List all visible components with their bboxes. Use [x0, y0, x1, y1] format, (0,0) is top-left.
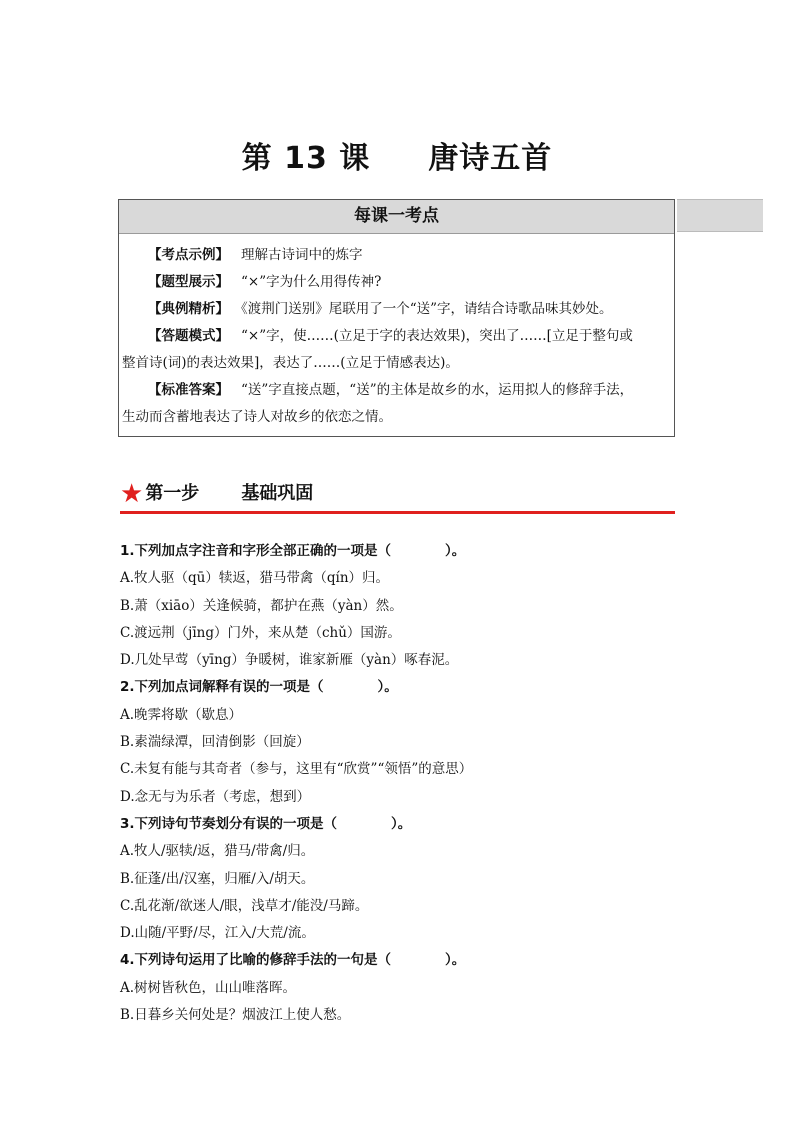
answer-pattern-continued: 整首诗(词)的表达效果]，表达了……(立足于情感表达)。	[122, 355, 459, 371]
question-stem: 1.下列加点字注音和字形全部正确的一项是（ ）。	[120, 543, 466, 559]
row-tag: 【标准答案】	[148, 382, 229, 398]
section-heading	[120, 479, 675, 514]
page-title	[0, 133, 794, 177]
row-tag: 【考点示例】	[148, 247, 229, 263]
step-label: 第一步	[145, 483, 200, 504]
question-stem: 2.下列加点词解释有误的一项是（ ）。	[120, 679, 398, 696]
answer-option: B.萧（xiāo）关逢候骑，都护在燕（yàn）然。	[120, 597, 403, 614]
answer-pattern-row	[122, 323, 670, 350]
row-tag: 【题型展示】	[148, 274, 229, 290]
example-analysis-row	[122, 296, 670, 323]
answer-option: B.日暮乡关何处是？烟波江上使人愁。	[120, 1007, 351, 1024]
answer-option: D.山随/平野/尽，江入/大荒/流。	[120, 925, 315, 942]
question-list	[120, 538, 700, 1029]
question-type-row	[122, 269, 670, 296]
answer-option: A.牧人驱（qū）犊返，猎马带禽（qín）归。	[120, 570, 390, 587]
answer-option: A.晚霁将歇（歇息）	[120, 706, 243, 723]
answer-option: D.念无与为乐者（考虑，想到）	[120, 788, 311, 805]
row-tag: 【答题模式】	[148, 328, 229, 344]
answer-option: C.乱花渐/欲迷人/眼，浅草才/能没/马蹄。	[120, 897, 369, 914]
answer-option: A.树树皆秋色，山山唯落晖。	[120, 979, 297, 996]
lesson-name: 唐诗五首	[428, 141, 553, 176]
answer-option: C.渡远荆（jīng）门外，来从楚（chǔ）国游。	[120, 624, 401, 641]
row-text: 《渡荆门送别》尾联用了一个“送”字，请结合诗歌品味其妙处。	[241, 301, 613, 317]
row-tag: 【典例精析】	[148, 301, 229, 317]
standard-answer-row	[122, 377, 670, 404]
exam-point-box	[118, 199, 675, 437]
box-header: 每课一考点	[119, 200, 674, 234]
row-text: “×”字，使……(立足于字的表达效果)，突出了……[立足于整句或	[241, 328, 633, 344]
box-body	[119, 234, 674, 431]
question-stem: 4.下列诗句运用了比喻的修辞手法的一句是（ ）。	[120, 952, 466, 969]
star-icon: ★	[120, 479, 144, 509]
row-text: “×”字为什么用得传神?	[241, 274, 382, 290]
answer-option: B.素湍绿潭，回清倒影（回旋）	[120, 734, 310, 751]
exam-point-row	[122, 242, 670, 269]
answer-option: D.几处早莺（yīng）争暖树，谁家新雁（yàn）啄春泥。	[120, 652, 459, 669]
step-name: 基础巩固	[241, 483, 314, 504]
answer-option: A.牧人/驱犊/返，猎马/带禽/归。	[120, 843, 315, 860]
lesson-number: 第 13 课	[241, 141, 371, 176]
row-text: 理解古诗词中的炼字	[241, 247, 363, 263]
answer-option: B.征蓬/出/汉塞，归雁/入/胡天。	[120, 870, 315, 887]
question-stem: 3.下列诗句节奏划分有误的一项是（ ）。	[120, 815, 412, 832]
standard-answer-continued: 生动而含蓄地表达了诗人对故乡的依恋之情。	[122, 409, 392, 425]
answer-option: C.未复有能与其奇者（参与，这里有“欣赏”“领悟”的意思）	[120, 761, 473, 778]
row-text: “送”字直接点题，“送”的主体是故乡的水，运用拟人的修辞手法，	[241, 382, 634, 398]
header-band-extension	[677, 199, 763, 232]
